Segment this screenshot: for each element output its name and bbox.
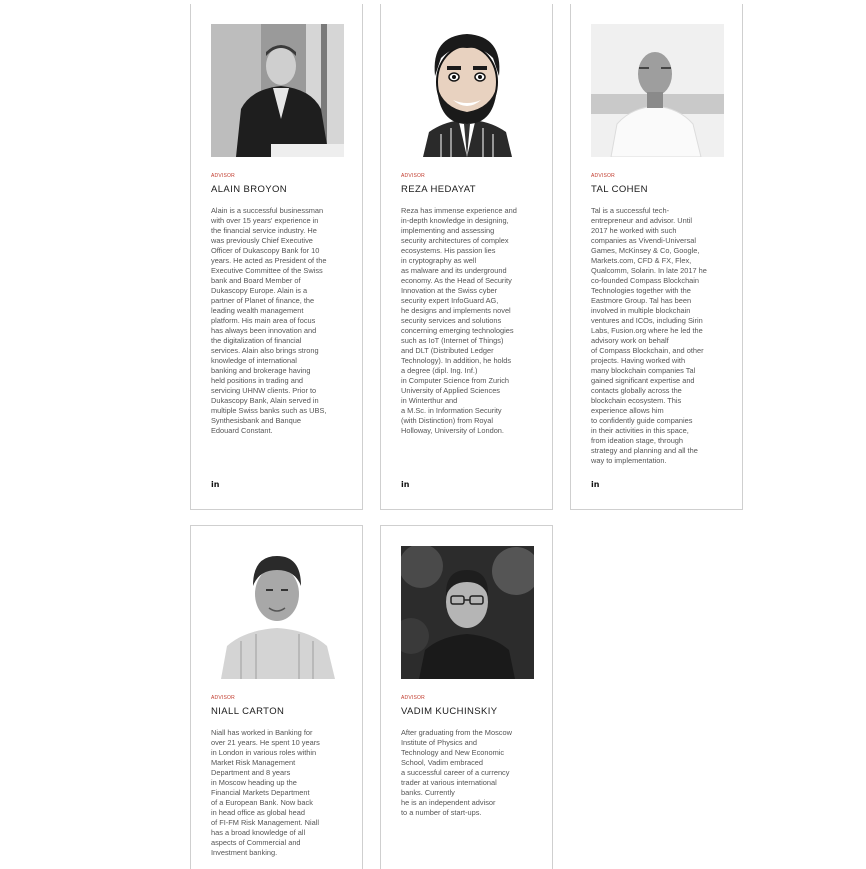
advisor-role: ADVISOR [211,173,235,179]
advisor-role: ADVISOR [591,173,615,179]
advisor-photo [211,546,344,679]
advisor-name: ALAIN BROYON [211,184,288,195]
advisor-bio: Reza has immense experience and in-depth knowledge in designing, implementing and assessing security architectures of complex ecosystems. His passion lies in cryptography as well as malware and its underground economy. As the Head of Security Innovation at the Swiss cyber security expert InfoGuard AG, he designs and implements novel security services and solutions concerning emerging technologies such as IoT (Internet of Things) and DLT (Distributed Ledger Technology). In addition, he holds a degree (dipl. Ing. Inf.) in Computer Science from Zurich University of Applied Sciences in Winterthur and a M.Sc. in Information Security (with Distinction) from Royal Holloway, University of London. [401,206,517,435]
advisor-bio: After graduating from the Moscow Institute of Physics and Technology and New Economic School, Vadim embraced a successful career of a currency trader at various international banks. Currently he is an independent advisor to a number of start-ups. [401,728,512,817]
advisor-card [380,4,553,510]
advisor-photo [401,24,534,157]
advisor-role: ADVISOR [211,695,235,701]
linkedin-icon[interactable]: in [211,480,220,489]
advisor-role: ADVISOR [401,695,425,701]
advisor-card [190,525,363,869]
advisor-role: ADVISOR [401,173,425,179]
advisor-card [190,4,363,510]
advisor-name: REZA HEDAYAT [401,184,477,195]
advisor-name: VADIM KUCHINSKIY [401,706,498,717]
advisor-card [380,525,553,869]
advisor-bio: Niall has worked in Banking for over 21 years. He spent 10 years in London in various roles within Market Risk Management Department and 8 years in Moscow heading up the Financial Markets Department of a European Bank. Now back in head office as global head of FI-FM Risk Management. Niall has a broad knowledge of all aspects of Commercial and Investment banking. [211,728,320,857]
advisor-photo [591,24,724,157]
advisor-name: TAL COHEN [591,184,648,195]
advisor-name: NIALL CARTON [211,706,285,717]
linkedin-icon[interactable]: in [591,480,600,489]
advisor-bio: Alain is a successful businessman with over 15 years' experience in the financial service industry. He was previously Chief Executive Officer of Dukascopy Bank for 10 years. He acted as President of the Executive Committee of the Swiss bank and Board Member of Dukascopy Europe. Alain is a partner of Planet of finance, the leading wealth management platform. His main area of focus has always been innovation and the digitalization of financial services. Alain also brings strong knowledge of international banking and brokerage having held positions in trading and servicing UHNW clients. Prior to Dukascopy Bank, Alain served in multiple Swiss banks such as UBS, Synthesisbank and Banque Edouard Constant. [211,206,327,435]
advisor-photo [211,24,344,157]
advisor-bio: Tal is a successful tech- entrepreneur and advisor. Until 2017 he worked with such companies as Vivendi-Universal Games, McKinsey & Co, Google, Markets.com, CFD & FX, Flex, Qualcomm, Solarin. In late 2017 he co-founded Compass Blockchain Technologies together with the Eastmore Group. Tal has been involved in multiple blockchain ventures and ICOs, including Sirin Labs, Fusion.org where he led the advisory work on behalf of Compass Blockchain, and other projects. Having worked with many blockchain companies Tal gained significant expertise and contacts globally across the blockchain ecosystem. This experience allows him to confidently guide companies in their activities in this space, from ideation stage, through strategy and planning and all the way to implementation. [591,206,707,465]
advisor-photo [401,546,534,679]
advisor-card [570,4,743,510]
linkedin-icon[interactable]: in [401,480,410,489]
